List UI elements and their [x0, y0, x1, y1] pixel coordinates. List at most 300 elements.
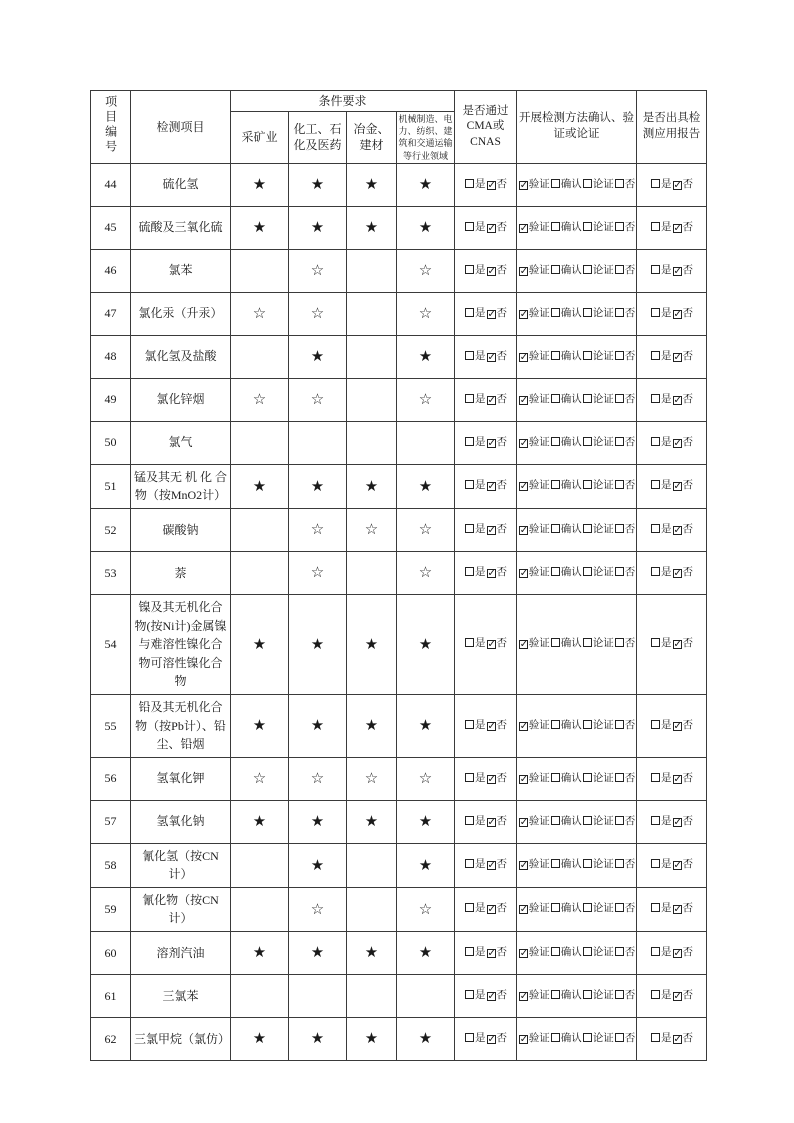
- filled-star-cell: ★: [231, 1018, 289, 1061]
- cma-cnas-cell: [455, 932, 517, 975]
- checked-checkbox-icon[interactable]: ✓: [519, 720, 529, 732]
- application-report-cell: [637, 1018, 707, 1061]
- checkbox-label: 是: [661, 566, 672, 578]
- unchecked-checkbox-icon[interactable]: [651, 351, 660, 360]
- checked-checkbox-icon[interactable]: ✓: [487, 394, 496, 406]
- unchecked-checkbox-icon[interactable]: [615, 567, 624, 576]
- checked-checkbox-icon[interactable]: ✓: [487, 481, 496, 493]
- checked-checkbox-icon[interactable]: ✓: [673, 437, 682, 449]
- table-row: [91, 800, 707, 843]
- checkbox-label: 验证: [528, 815, 550, 827]
- hollow-star-cell: ☆: [347, 508, 397, 551]
- hollow-star-cell: ☆: [397, 292, 455, 335]
- unchecked-checkbox-icon[interactable]: [583, 567, 592, 576]
- checkbox-label: 否: [496, 772, 508, 784]
- unchecked-checkbox-icon[interactable]: [651, 1033, 660, 1042]
- unchecked-checkbox-icon[interactable]: [615, 437, 624, 446]
- filled-star-cell: ★: [397, 594, 455, 694]
- checked-checkbox-icon[interactable]: ✓: [487, 720, 496, 732]
- unchecked-checkbox-icon[interactable]: [465, 524, 474, 533]
- filled-star-cell: ★: [289, 843, 347, 887]
- checkbox-label: 验证: [528, 307, 550, 319]
- empty-condition-cell: [347, 975, 397, 1018]
- checkbox-label: 否: [682, 772, 694, 784]
- unchecked-checkbox-icon[interactable]: [465, 480, 474, 489]
- unchecked-checkbox-icon[interactable]: [465, 394, 474, 403]
- method-confirmation-cell: [517, 887, 637, 931]
- checked-checkbox-icon[interactable]: ✓: [673, 524, 682, 536]
- unchecked-checkbox-icon[interactable]: [651, 990, 660, 999]
- checked-checkbox-icon[interactable]: ✓: [673, 860, 682, 872]
- hollow-star-cell: ☆: [397, 378, 455, 421]
- unchecked-checkbox-icon[interactable]: [583, 308, 592, 317]
- checkbox-label: 是: [475, 719, 486, 731]
- unchecked-checkbox-icon[interactable]: [615, 1033, 624, 1042]
- unchecked-checkbox-icon[interactable]: [551, 638, 560, 647]
- checked-checkbox-icon[interactable]: ✓: [487, 639, 496, 651]
- unchecked-checkbox-icon[interactable]: [651, 480, 660, 489]
- unchecked-checkbox-icon[interactable]: [465, 567, 474, 576]
- checked-checkbox-icon[interactable]: ✓: [673, 1033, 682, 1045]
- checked-checkbox-icon[interactable]: ✓: [519, 351, 529, 363]
- unchecked-checkbox-icon[interactable]: [551, 265, 560, 274]
- unchecked-checkbox-icon[interactable]: [551, 179, 560, 188]
- header-machinery-industries: 机械制造、电力、纺织、建筑和交通运输等行业领域: [397, 112, 455, 164]
- checkbox-label: 验证: [528, 638, 550, 650]
- checkbox-label: 否: [682, 523, 694, 535]
- unchecked-checkbox-icon[interactable]: [651, 567, 660, 576]
- method-confirmation-cell: [517, 421, 637, 464]
- checked-checkbox-icon[interactable]: ✓: [519, 308, 529, 320]
- unchecked-checkbox-icon[interactable]: [615, 394, 624, 403]
- checkbox-label: 否: [624, 393, 636, 405]
- unchecked-checkbox-icon[interactable]: [651, 265, 660, 274]
- filled-star-cell: ★: [231, 206, 289, 249]
- checked-checkbox-icon[interactable]: ✓: [487, 816, 496, 828]
- unchecked-checkbox-icon[interactable]: [583, 480, 592, 489]
- unchecked-checkbox-icon[interactable]: [551, 816, 560, 825]
- empty-condition-cell: [347, 249, 397, 292]
- checked-checkbox-icon[interactable]: ✓: [673, 816, 682, 828]
- item-name-cell: 铅及其无机化合物（按Pb计）、铅尘、铅烟: [131, 694, 231, 757]
- checked-checkbox-icon[interactable]: ✓: [519, 179, 529, 191]
- unchecked-checkbox-icon[interactable]: [651, 394, 660, 403]
- unchecked-checkbox-icon[interactable]: [615, 773, 624, 782]
- checked-checkbox-icon[interactable]: ✓: [487, 567, 496, 579]
- checkbox-label: 论证: [592, 523, 614, 535]
- unchecked-checkbox-icon[interactable]: [583, 720, 592, 729]
- item-number-cell: 58: [91, 843, 131, 887]
- checkbox-label: 是: [475, 307, 486, 319]
- unchecked-checkbox-icon[interactable]: [651, 903, 660, 912]
- checked-checkbox-icon[interactable]: ✓: [519, 816, 529, 828]
- checkbox-label: 是: [661, 178, 672, 190]
- unchecked-checkbox-icon[interactable]: [615, 638, 624, 647]
- unchecked-checkbox-icon[interactable]: [615, 351, 624, 360]
- checked-checkbox-icon[interactable]: ✓: [673, 308, 682, 320]
- unchecked-checkbox-icon[interactable]: [551, 947, 560, 956]
- unchecked-checkbox-icon[interactable]: [551, 990, 560, 999]
- unchecked-checkbox-icon[interactable]: [615, 990, 624, 999]
- checkbox-label: 否: [624, 859, 636, 871]
- item-number-cell: 45: [91, 206, 131, 249]
- unchecked-checkbox-icon[interactable]: [615, 524, 624, 533]
- checkbox-label: 是: [475, 393, 486, 405]
- unchecked-checkbox-icon[interactable]: [583, 394, 592, 403]
- unchecked-checkbox-icon[interactable]: [551, 903, 560, 912]
- hollow-star-cell: ☆: [231, 292, 289, 335]
- unchecked-checkbox-icon[interactable]: [615, 222, 624, 231]
- unchecked-checkbox-icon[interactable]: [551, 394, 560, 403]
- unchecked-checkbox-icon[interactable]: [551, 524, 560, 533]
- item-name-cell: 硫化氢: [131, 163, 231, 206]
- checkbox-label: 否: [624, 989, 636, 1001]
- filled-star-cell: ★: [231, 800, 289, 843]
- checked-checkbox-icon[interactable]: ✓: [519, 773, 529, 785]
- header-method-confirmation: 开展检测方法确认、验证或论证: [517, 91, 637, 164]
- checked-checkbox-icon[interactable]: ✓: [673, 720, 682, 732]
- empty-condition-cell: [231, 421, 289, 464]
- checked-checkbox-icon[interactable]: ✓: [519, 990, 529, 1002]
- checked-checkbox-icon[interactable]: ✓: [673, 394, 682, 406]
- unchecked-checkbox-icon[interactable]: [651, 773, 660, 782]
- checkbox-label: 论证: [592, 903, 614, 915]
- checked-checkbox-icon[interactable]: ✓: [519, 437, 529, 449]
- unchecked-checkbox-icon[interactable]: [651, 816, 660, 825]
- unchecked-checkbox-icon[interactable]: [583, 990, 592, 999]
- checked-checkbox-icon[interactable]: ✓: [519, 639, 529, 651]
- unchecked-checkbox-icon[interactable]: [465, 903, 474, 912]
- item-number-cell: 61: [91, 975, 131, 1018]
- unchecked-checkbox-icon[interactable]: [583, 265, 592, 274]
- table-row: [91, 292, 707, 335]
- checkbox-label: 验证: [528, 523, 550, 535]
- item-name-cell: 氯化锌烟: [131, 378, 231, 421]
- application-report-cell: [637, 932, 707, 975]
- item-number-cell: 55: [91, 694, 131, 757]
- checked-checkbox-icon[interactable]: ✓: [519, 222, 529, 234]
- method-confirmation-cell: [517, 378, 637, 421]
- method-confirmation-cell: [517, 843, 637, 887]
- checkbox-label: 否: [682, 903, 694, 915]
- filled-star-cell: ★: [397, 843, 455, 887]
- unchecked-checkbox-icon[interactable]: [583, 179, 592, 188]
- checked-checkbox-icon[interactable]: ✓: [673, 639, 682, 651]
- unchecked-checkbox-icon[interactable]: [551, 567, 560, 576]
- checkbox-label: 论证: [592, 221, 614, 233]
- cma-cnas-cell: [455, 292, 517, 335]
- checkbox-label: 是: [475, 436, 486, 448]
- unchecked-checkbox-icon[interactable]: [583, 638, 592, 647]
- item-name-cell: 硫酸及三氧化硫: [131, 206, 231, 249]
- checkbox-label: 否: [624, 719, 636, 731]
- unchecked-checkbox-icon[interactable]: [615, 903, 624, 912]
- checkbox-label: 否: [682, 638, 694, 650]
- checkbox-label: 论证: [592, 393, 614, 405]
- checkbox-label: 是: [475, 859, 486, 871]
- checkbox-label: 验证: [528, 719, 550, 731]
- unchecked-checkbox-icon[interactable]: [651, 308, 660, 317]
- checkbox-label: 否: [624, 307, 636, 319]
- checkbox-label: 验证: [528, 903, 550, 915]
- checked-checkbox-icon[interactable]: ✓: [673, 481, 682, 493]
- header-mining: 采矿业: [231, 112, 289, 164]
- item-number-cell: 59: [91, 887, 131, 931]
- checkbox-label: 否: [624, 221, 636, 233]
- header-cma-cnas: 是否通过CMA或CNAS: [455, 91, 517, 164]
- unchecked-checkbox-icon[interactable]: [615, 947, 624, 956]
- application-report-cell: [637, 292, 707, 335]
- unchecked-checkbox-icon[interactable]: [465, 720, 474, 729]
- checked-checkbox-icon[interactable]: ✓: [519, 1033, 529, 1045]
- checkbox-label: 确认: [560, 815, 582, 827]
- empty-condition-cell: [289, 421, 347, 464]
- checkbox-label: 是: [475, 480, 486, 492]
- unchecked-checkbox-icon[interactable]: [551, 480, 560, 489]
- checkbox-label: 否: [624, 350, 636, 362]
- checked-checkbox-icon[interactable]: ✓: [673, 222, 682, 234]
- checked-checkbox-icon[interactable]: ✓: [487, 1033, 496, 1045]
- unchecked-checkbox-icon[interactable]: [615, 308, 624, 317]
- item-name-cell: 氢氧化钠: [131, 800, 231, 843]
- table-row: [91, 975, 707, 1018]
- table-row: [91, 378, 707, 421]
- checked-checkbox-icon[interactable]: ✓: [519, 394, 529, 406]
- header-item-name: 检测项目: [131, 91, 231, 164]
- cma-cnas-cell: [455, 163, 517, 206]
- method-confirmation-cell: [517, 975, 637, 1018]
- unchecked-checkbox-icon[interactable]: [583, 1033, 592, 1042]
- unchecked-checkbox-icon[interactable]: [465, 437, 474, 446]
- checked-checkbox-icon[interactable]: ✓: [673, 904, 682, 916]
- unchecked-checkbox-icon[interactable]: [651, 222, 660, 231]
- item-name-cell: 锰及其无 机 化 合物（按MnO2计）: [131, 464, 231, 508]
- unchecked-checkbox-icon[interactable]: [551, 308, 560, 317]
- unchecked-checkbox-icon[interactable]: [551, 720, 560, 729]
- checked-checkbox-icon[interactable]: ✓: [487, 860, 496, 872]
- unchecked-checkbox-icon[interactable]: [465, 638, 474, 647]
- unchecked-checkbox-icon[interactable]: [465, 1033, 474, 1042]
- checked-checkbox-icon[interactable]: ✓: [519, 904, 529, 916]
- unchecked-checkbox-icon[interactable]: [465, 816, 474, 825]
- checked-checkbox-icon[interactable]: ✓: [519, 524, 529, 536]
- checkbox-label: 验证: [528, 566, 550, 578]
- unchecked-checkbox-icon[interactable]: [615, 179, 624, 188]
- unchecked-checkbox-icon[interactable]: [551, 773, 560, 782]
- checkbox-label: 是: [661, 989, 672, 1001]
- unchecked-checkbox-icon[interactable]: [465, 265, 474, 274]
- unchecked-checkbox-icon[interactable]: [583, 773, 592, 782]
- checkbox-label: 论证: [592, 350, 614, 362]
- empty-condition-cell: [397, 975, 455, 1018]
- checkbox-label: 否: [624, 178, 636, 190]
- unchecked-checkbox-icon[interactable]: [651, 179, 660, 188]
- unchecked-checkbox-icon[interactable]: [615, 720, 624, 729]
- unchecked-checkbox-icon[interactable]: [583, 903, 592, 912]
- item-number-cell: 54: [91, 594, 131, 694]
- header-item-number: [91, 91, 131, 164]
- unchecked-checkbox-icon[interactable]: [583, 947, 592, 956]
- checkbox-label: 验证: [528, 989, 550, 1001]
- filled-star-cell: ★: [347, 1018, 397, 1061]
- unchecked-checkbox-icon[interactable]: [465, 947, 474, 956]
- checkbox-label: 确认: [560, 480, 582, 492]
- unchecked-checkbox-icon[interactable]: [465, 179, 474, 188]
- item-number-label: 项目编号: [103, 94, 118, 155]
- checked-checkbox-icon[interactable]: ✓: [673, 179, 682, 191]
- checked-checkbox-icon[interactable]: ✓: [487, 947, 496, 959]
- filled-star-cell: ★: [347, 163, 397, 206]
- unchecked-checkbox-icon[interactable]: [651, 437, 660, 446]
- unchecked-checkbox-icon[interactable]: [465, 859, 474, 868]
- unchecked-checkbox-icon[interactable]: [551, 222, 560, 231]
- checked-checkbox-icon[interactable]: ✓: [673, 265, 682, 277]
- unchecked-checkbox-icon[interactable]: [583, 524, 592, 533]
- checkbox-label: 论证: [592, 1032, 614, 1044]
- checked-checkbox-icon[interactable]: ✓: [673, 351, 682, 363]
- checked-checkbox-icon[interactable]: ✓: [487, 351, 496, 363]
- table-row: [91, 249, 707, 292]
- checked-checkbox-icon[interactable]: ✓: [673, 947, 682, 959]
- item-number-cell: 49: [91, 378, 131, 421]
- cma-cnas-cell: [455, 206, 517, 249]
- checkbox-label: 否: [682, 815, 694, 827]
- hollow-star-cell: ☆: [347, 757, 397, 800]
- application-report-cell: [637, 206, 707, 249]
- method-confirmation-cell: [517, 163, 637, 206]
- checked-checkbox-icon[interactable]: ✓: [519, 567, 529, 579]
- checkbox-label: 确认: [560, 523, 582, 535]
- checkbox-label: 论证: [592, 307, 614, 319]
- checkbox-label: 否: [682, 946, 694, 958]
- checked-checkbox-icon[interactable]: ✓: [487, 990, 496, 1002]
- empty-condition-cell: [289, 975, 347, 1018]
- item-number-cell: 51: [91, 464, 131, 508]
- unchecked-checkbox-icon[interactable]: [651, 524, 660, 533]
- unchecked-checkbox-icon[interactable]: [583, 816, 592, 825]
- unchecked-checkbox-icon[interactable]: [583, 222, 592, 231]
- item-number-cell: 62: [91, 1018, 131, 1061]
- unchecked-checkbox-icon[interactable]: [551, 351, 560, 360]
- checkbox-label: 是: [661, 221, 672, 233]
- unchecked-checkbox-icon[interactable]: [465, 990, 474, 999]
- checkbox-label: 否: [682, 989, 694, 1001]
- method-confirmation-cell: [517, 694, 637, 757]
- unchecked-checkbox-icon[interactable]: [651, 720, 660, 729]
- filled-star-cell: ★: [347, 800, 397, 843]
- application-report-cell: [637, 335, 707, 378]
- checked-checkbox-icon[interactable]: ✓: [673, 773, 682, 785]
- checkbox-label: 论证: [592, 946, 614, 958]
- checkbox-label: 是: [475, 566, 486, 578]
- checkbox-label: 是: [661, 350, 672, 362]
- header-chemical-pharma: 化工、石化及医药: [289, 112, 347, 164]
- checkbox-label: 否: [496, 1032, 508, 1044]
- filled-star-cell: ★: [397, 163, 455, 206]
- cma-cnas-cell: [455, 694, 517, 757]
- unchecked-checkbox-icon[interactable]: [583, 859, 592, 868]
- checked-checkbox-icon[interactable]: ✓: [487, 179, 496, 191]
- method-confirmation-cell: [517, 551, 637, 594]
- item-name-cell: 氯化氢及盐酸: [131, 335, 231, 378]
- item-name-cell: 三氯甲烷（氯仿）: [131, 1018, 231, 1061]
- checkbox-label: 是: [661, 815, 672, 827]
- checked-checkbox-icon[interactable]: ✓: [519, 947, 529, 959]
- checkbox-label: 验证: [528, 178, 550, 190]
- checked-checkbox-icon[interactable]: ✓: [519, 860, 529, 872]
- checkbox-label: 是: [661, 903, 672, 915]
- checked-checkbox-icon[interactable]: ✓: [487, 773, 496, 785]
- cma-cnas-cell: [455, 1018, 517, 1061]
- checkbox-label: 否: [496, 178, 508, 190]
- checkbox-label: 确认: [560, 264, 582, 276]
- checkbox-label: 否: [624, 436, 636, 448]
- unchecked-checkbox-icon[interactable]: [615, 265, 624, 274]
- header-application-report: 是否出具检测应用报告: [637, 91, 707, 164]
- table-row: [91, 843, 707, 887]
- application-report-cell: [637, 800, 707, 843]
- checkbox-label: 是: [661, 264, 672, 276]
- filled-star-cell: ★: [289, 464, 347, 508]
- item-number-cell: 53: [91, 551, 131, 594]
- checkbox-label: 确认: [560, 221, 582, 233]
- unchecked-checkbox-icon[interactable]: [465, 351, 474, 360]
- checkbox-label: 确认: [560, 989, 582, 1001]
- unchecked-checkbox-icon[interactable]: [615, 480, 624, 489]
- unchecked-checkbox-icon[interactable]: [465, 308, 474, 317]
- checkbox-label: 否: [496, 307, 508, 319]
- method-confirmation-cell: [517, 464, 637, 508]
- unchecked-checkbox-icon[interactable]: [615, 816, 624, 825]
- filled-star-cell: ★: [231, 932, 289, 975]
- application-report-cell: [637, 757, 707, 800]
- checkbox-label: 是: [661, 436, 672, 448]
- unchecked-checkbox-icon[interactable]: [551, 859, 560, 868]
- cma-cnas-cell: [455, 421, 517, 464]
- checked-checkbox-icon[interactable]: ✓: [487, 437, 496, 449]
- checkbox-label: 是: [661, 480, 672, 492]
- checked-checkbox-icon[interactable]: ✓: [519, 481, 529, 493]
- checkbox-label: 是: [661, 859, 672, 871]
- checked-checkbox-icon[interactable]: ✓: [487, 308, 496, 320]
- unchecked-checkbox-icon[interactable]: [651, 859, 660, 868]
- checked-checkbox-icon[interactable]: ✓: [487, 904, 496, 916]
- checkbox-label: 验证: [528, 221, 550, 233]
- checked-checkbox-icon[interactable]: ✓: [487, 222, 496, 234]
- unchecked-checkbox-icon[interactable]: [615, 859, 624, 868]
- unchecked-checkbox-icon[interactable]: [583, 437, 592, 446]
- application-report-cell: [637, 594, 707, 694]
- checkbox-label: 验证: [528, 1032, 550, 1044]
- checked-checkbox-icon[interactable]: ✓: [487, 265, 496, 277]
- application-report-cell: [637, 508, 707, 551]
- checkbox-label: 否: [682, 307, 694, 319]
- checkbox-label: 否: [624, 815, 636, 827]
- unchecked-checkbox-icon[interactable]: [651, 947, 660, 956]
- empty-condition-cell: [347, 843, 397, 887]
- unchecked-checkbox-icon[interactable]: [651, 638, 660, 647]
- unchecked-checkbox-icon[interactable]: [551, 437, 560, 446]
- unchecked-checkbox-icon[interactable]: [465, 773, 474, 782]
- checked-checkbox-icon[interactable]: ✓: [673, 990, 682, 1002]
- unchecked-checkbox-icon[interactable]: [583, 351, 592, 360]
- unchecked-checkbox-icon[interactable]: [551, 1033, 560, 1042]
- cma-cnas-cell: [455, 594, 517, 694]
- checked-checkbox-icon[interactable]: ✓: [519, 265, 529, 277]
- unchecked-checkbox-icon[interactable]: [465, 222, 474, 231]
- checked-checkbox-icon[interactable]: ✓: [487, 524, 496, 536]
- checked-checkbox-icon[interactable]: ✓: [673, 567, 682, 579]
